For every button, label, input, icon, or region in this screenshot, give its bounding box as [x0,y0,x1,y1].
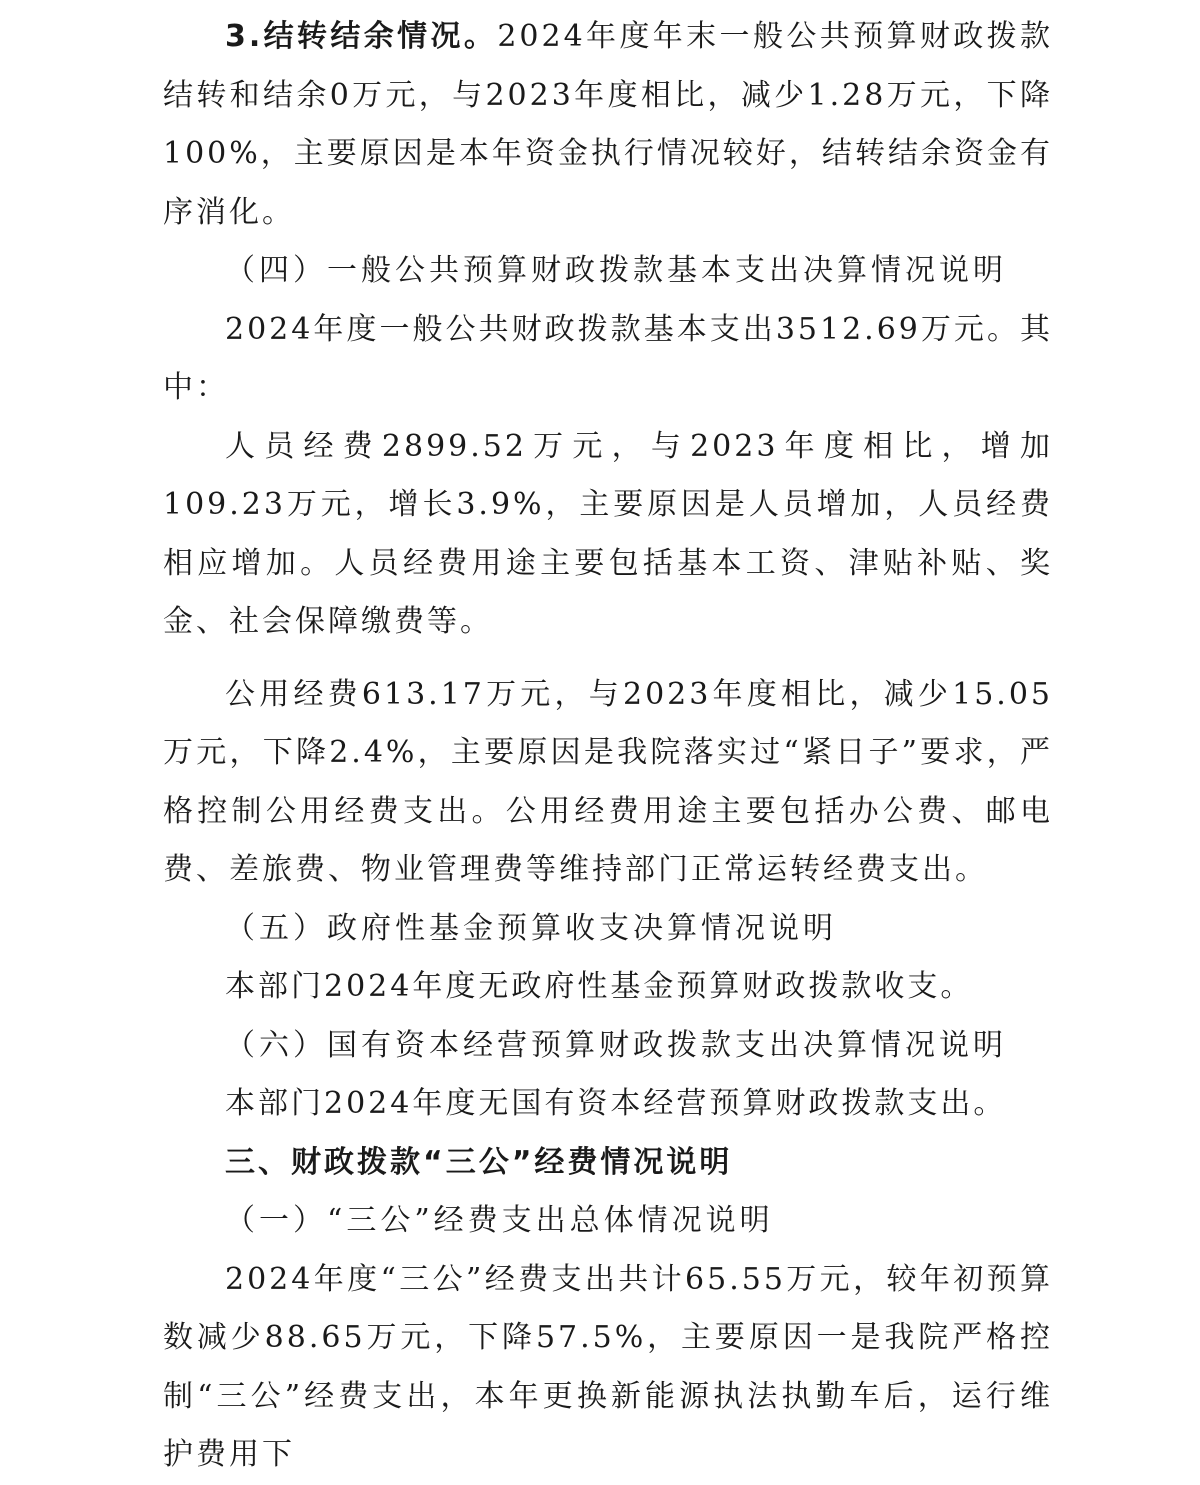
section-three-public-expenses-heading: 三、财政拨款“三公”经费情况说明 [225,1144,733,1180]
paragraph-public-expenses: 公用经费613.17万元，与2023年度相比，减少15.05万元，下降2.4%，主要原因是我院落实过“紧日子”要求，严格控制公用经费支出。公用经费用途主要包括办公费、邮电费、差旅费、物业管理费等维持部门正常运转经费支出。 [163,676,1053,887]
paragraph-government-fund: 本部门2024年度无政府性基金预算财政拨款收支。 [225,969,974,1004]
paragraph-state-capital: 本部门2024年度无国有资本经营预算财政拨款支出。 [225,1086,1007,1121]
paragraph-three-public-overall: 2024年度“三公”经费支出共计65.55万元，较年初预算数减少88.65万元，下降57.5%，主要原因一是我院严格控制“三公”经费支出，本年更换新能源执法执勤车后，运行维护费用下 [163,1261,1053,1472]
heading-government-fund: （五）政府性基金预算收支决算情况说明 [225,910,837,946]
heading-state-capital: （六）国有资本经营预算财政拨款支出决算情况说明 [225,1027,1007,1063]
paragraph-basic-expenditure-total: 2024年度一般公共财政拨款基本支出3512.69万元。其中： [163,311,1053,405]
paragraph-carryover [163,8,1053,242]
carryover-text: 2024年度年末一般公共预算财政拨款结转和结余0万元，与2023年度相比，减少1.28万元，下降100%，主要原因是本年资金执行情况较好，结转结余资金有序消化。 [163,19,1053,230]
paragraph-personnel-expenses: 人员经费2899.52万元，与2023年度相比，增加109.23万元，增长3.9%，主要原因是人员增加，人员经费相应增加。人员经费用途主要包括基本工资、津贴补贴、奖金、社会保障缴费等。 [163,428,1053,639]
heading-basic-expenditure: （四）一般公共预算财政拨款基本支出决算情况说明 [225,253,1007,288]
heading-three-public-overall: （一）“三公”经费支出总体情况说明 [225,1203,774,1238]
document-body [163,8,1053,1485]
carryover-lead-heading: 3.结转结余情况。 [225,19,498,54]
